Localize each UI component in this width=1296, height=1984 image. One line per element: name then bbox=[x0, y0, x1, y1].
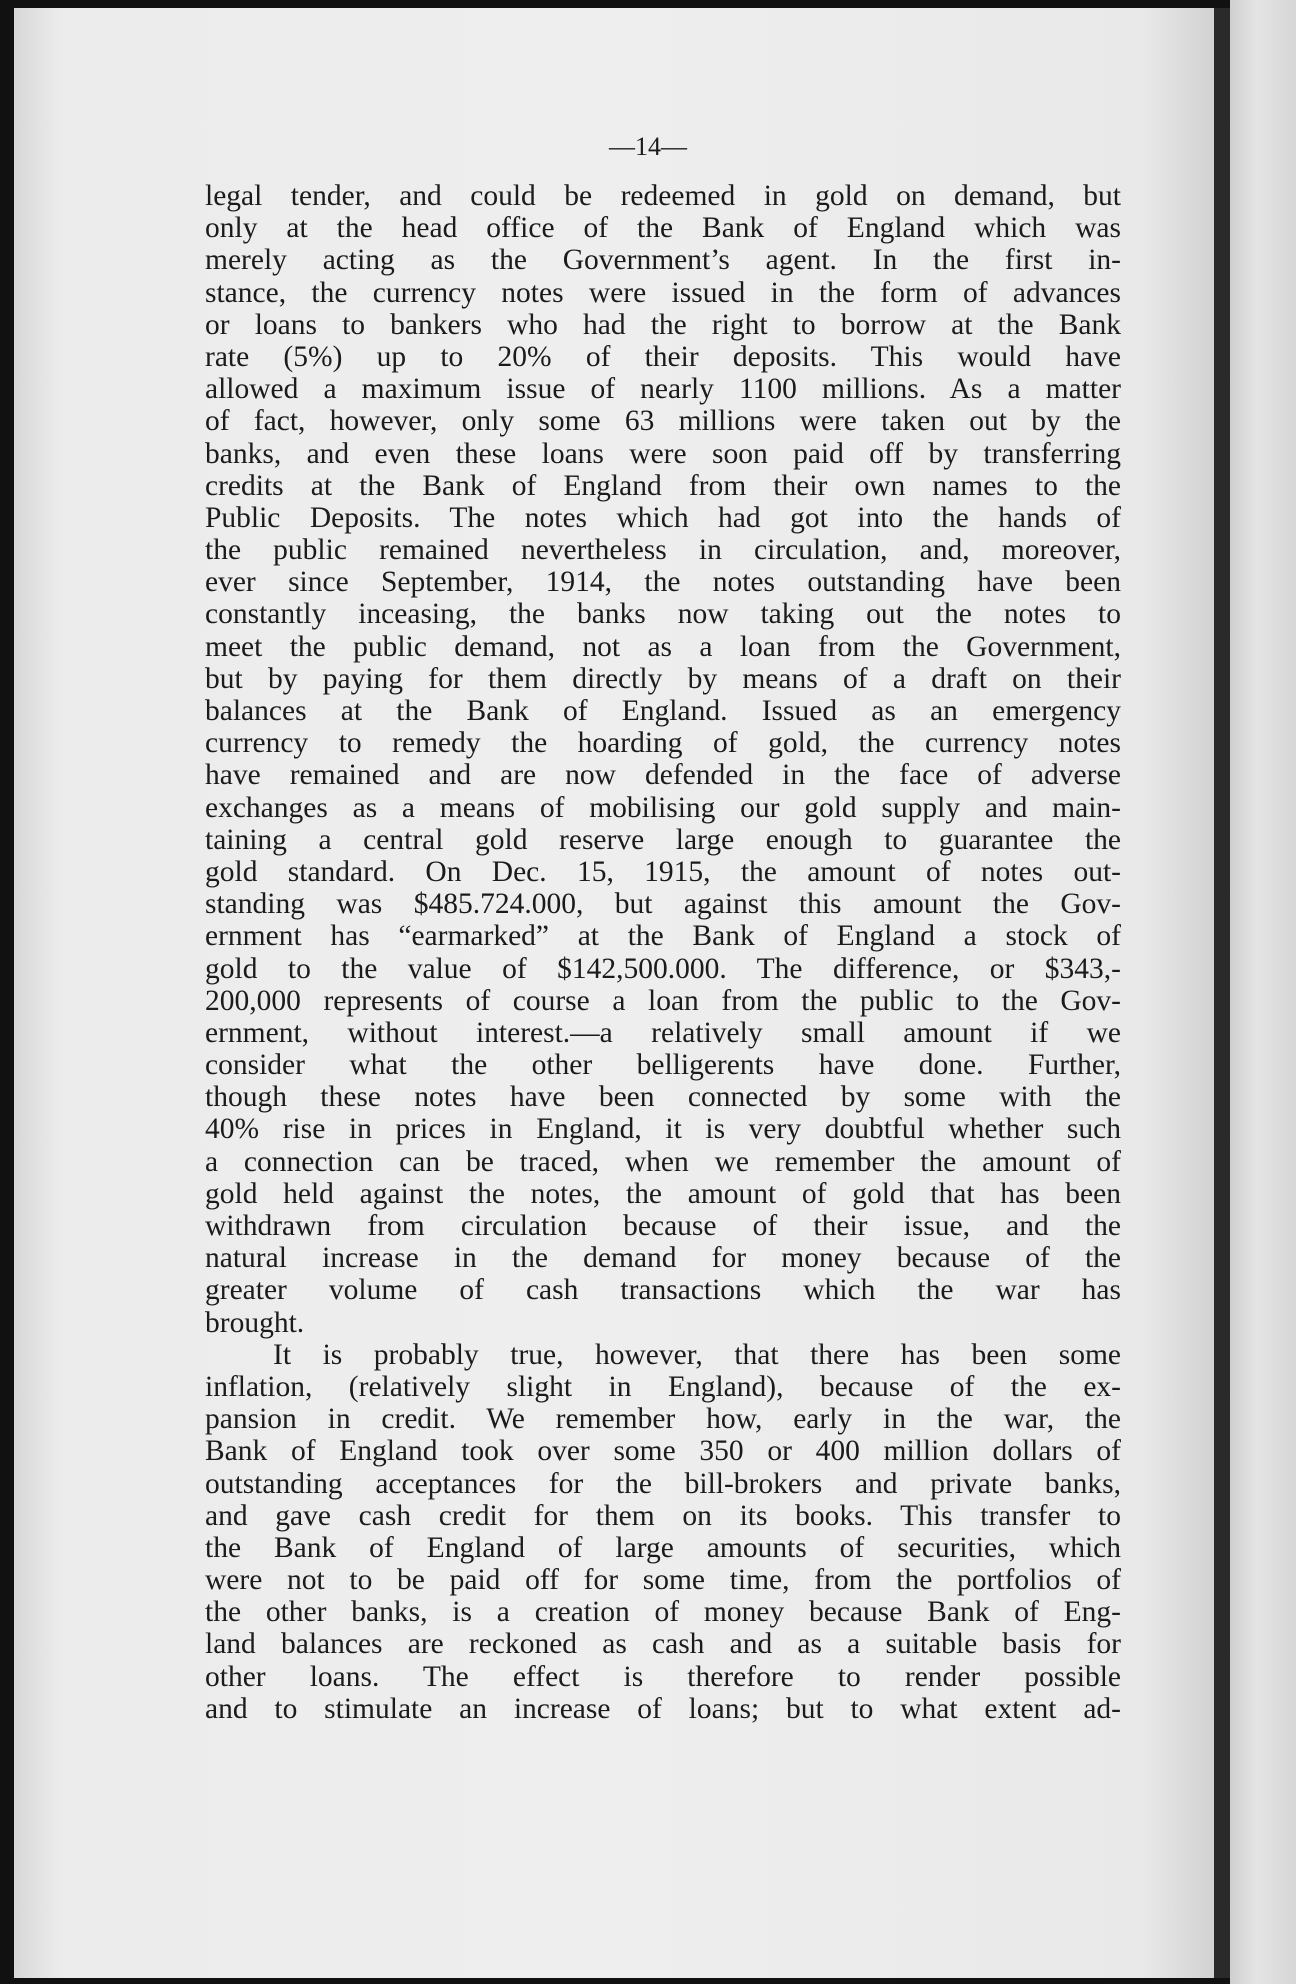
text-line: constantly inceasing, the banks now taking out the notes to bbox=[205, 598, 1121, 631]
text-line: banks, and even these loans were soon paid off by transferring bbox=[205, 437, 1121, 470]
text-line: withdrawn from circulation because of their issue, and the bbox=[205, 1210, 1121, 1242]
text-line: pansion in credit. We remember how, early in the war, the bbox=[205, 1403, 1121, 1436]
text-line: credits at the Bank of England from their own names to the bbox=[205, 469, 1121, 502]
text-line: meet the public demand, not as a loan from the Government, bbox=[205, 630, 1121, 663]
text-line: legal tender, and could be redeemed in gold on demand, but bbox=[205, 180, 1121, 212]
text-line: or loans to bankers who had the right to borrow at the Bank bbox=[205, 308, 1121, 341]
text-line: and to stimulate an increase of loans; but to what extent ad- bbox=[205, 1692, 1121, 1725]
text-line: Public Deposits. The notes which had got into the hands of bbox=[205, 501, 1121, 534]
text-line: merely acting as the Government’s agent. In the first in- bbox=[205, 244, 1121, 277]
book-binding-gutter bbox=[1214, 8, 1230, 1978]
text-line: the Bank of England of large amounts of securities, which bbox=[205, 1531, 1121, 1564]
text-line: greater volume of cash transactions which the war has bbox=[205, 1274, 1121, 1307]
body-text bbox=[205, 180, 1121, 1725]
text-line: but by paying for them directly by means of a draft on their bbox=[205, 662, 1121, 695]
text-line: 200,000 represents of course a loan from the public to the Gov- bbox=[205, 984, 1121, 1017]
text-line: inflation, (relatively slight in England), because of the ex- bbox=[205, 1370, 1121, 1403]
text-line: a connection can be traced, when we remember the amount of bbox=[205, 1145, 1121, 1178]
text-line: brought. bbox=[205, 1306, 305, 1339]
text-line: taining a central gold reserve large enough to guarantee the bbox=[205, 823, 1121, 856]
text-line: ever since September, 1914, the notes outstanding have been bbox=[205, 566, 1121, 599]
text-line: Bank of England took over some 350 or 400 million dollars of bbox=[205, 1435, 1121, 1468]
text-line: gold held against the notes, the amount of gold that has been bbox=[205, 1177, 1121, 1210]
text-line: the public remained nevertheless in circulation, and, moreover, bbox=[205, 534, 1121, 567]
text-line: only at the head office of the Bank of England which was bbox=[205, 212, 1121, 245]
text-line: standing was $485.724.000, but against this amount the Gov- bbox=[205, 888, 1121, 921]
paragraph bbox=[205, 180, 1121, 1339]
text-line: allowed a maximum issue of nearly 1100 millions. As a matter bbox=[205, 373, 1121, 406]
text-line: the other banks, is a creation of money because Bank of Eng- bbox=[205, 1596, 1121, 1629]
facing-page-edge bbox=[1230, 0, 1296, 1984]
paragraph bbox=[205, 1339, 1121, 1725]
text-line: were not to be paid off for some time, from the portfolios of bbox=[205, 1564, 1121, 1597]
text-line: 40% rise in prices in England, it is very doubtful whether such bbox=[205, 1113, 1121, 1146]
text-line: currency to remedy the hoarding of gold, the currency notes bbox=[205, 727, 1121, 760]
text-line: have remained and are now defended in the face of adverse bbox=[205, 759, 1121, 792]
text-line: rate (5%) up to 20% of their deposits. This would have bbox=[205, 340, 1121, 373]
page-number: —14— bbox=[609, 132, 687, 161]
text-line: of fact, however, only some 63 millions were taken out by the bbox=[205, 405, 1121, 438]
text-line: though these notes have been connected by some with the bbox=[205, 1081, 1121, 1114]
text-line: and gave cash credit for them on its books. This transfer to bbox=[205, 1499, 1121, 1532]
text-line: consider what the other belligerents have done. Further, bbox=[205, 1049, 1121, 1082]
text-line: ernment, without interest.—a relatively small amount if we bbox=[205, 1016, 1121, 1049]
text-line: gold standard. On Dec. 15, 1915, the amount of notes out- bbox=[205, 855, 1121, 888]
text-line: natural increase in the demand for money because of the bbox=[205, 1242, 1121, 1275]
text-line: stance, the currency notes were issued in the form of advances bbox=[205, 276, 1121, 309]
text-line: gold to the value of $142,500.000. The difference, or $343,- bbox=[205, 952, 1121, 985]
text-line: land balances are reckoned as cash and as a suitable basis for bbox=[205, 1628, 1121, 1661]
text-line: other loans. The effect is therefore to render possible bbox=[205, 1660, 1121, 1693]
text-line: balances at the Bank of England. Issued as an emergency bbox=[205, 695, 1121, 727]
text-line: ernment has “earmarked” at the Bank of England a stock of bbox=[205, 920, 1121, 953]
text-line: outstanding acceptances for the bill-brokers and private banks, bbox=[205, 1467, 1121, 1500]
text-line: It is probably true, however, that there has been some bbox=[273, 1338, 1121, 1371]
text-line: exchanges as a means of mobilising our gold supply and main- bbox=[205, 791, 1121, 824]
